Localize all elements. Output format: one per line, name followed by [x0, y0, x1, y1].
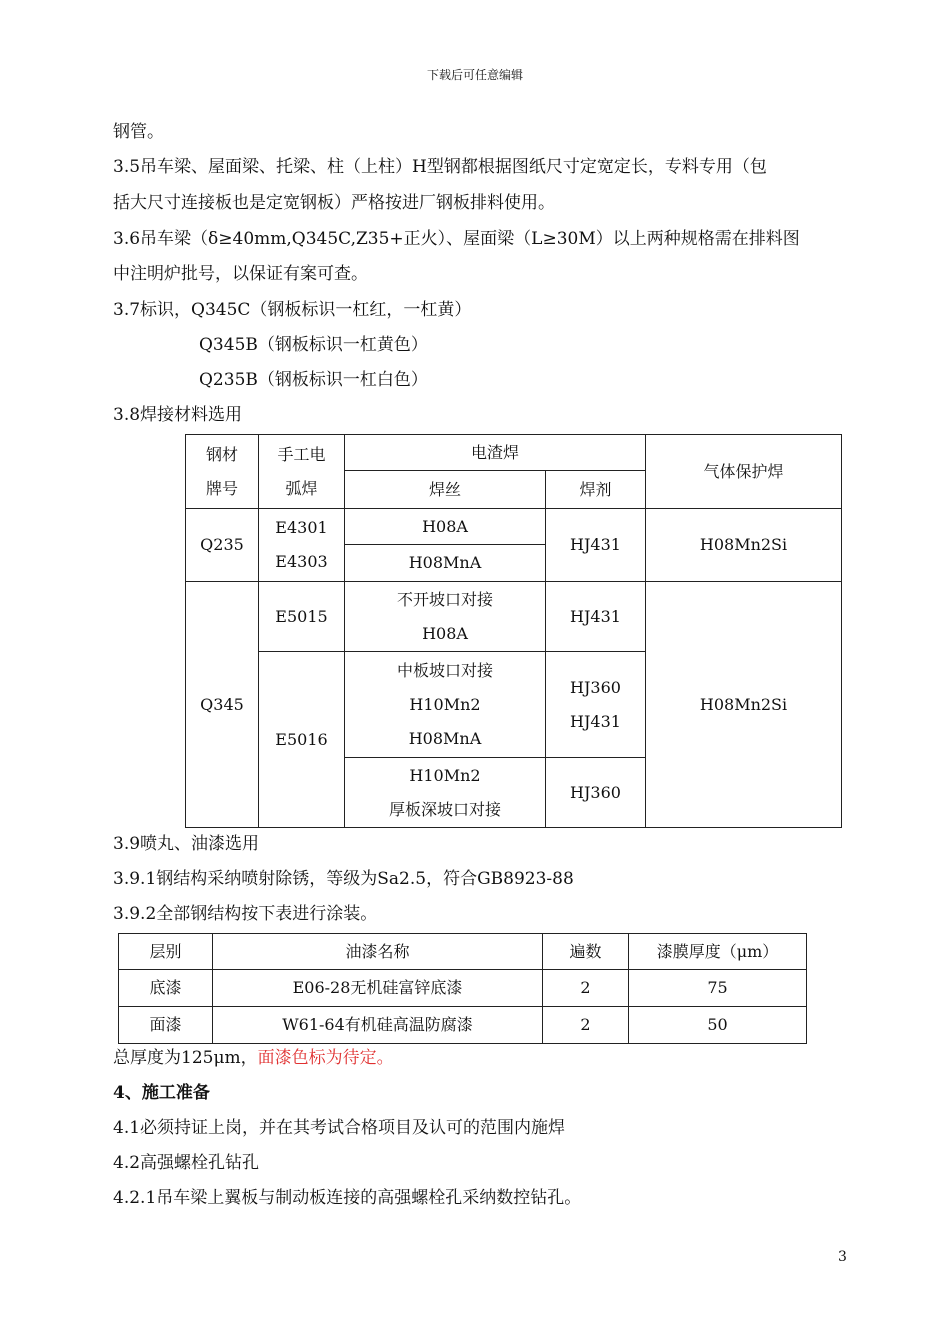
- highlight-text: 面漆色标为待定。: [257, 1048, 394, 1068]
- paragraph: 3.5吊车梁、屋面梁、托梁、柱（上柱）H型钢都根据图纸尺寸定宽定长，专料专用（包: [113, 157, 767, 177]
- paint-table: [118, 933, 807, 1044]
- paragraph: Q345B（钢板标识一杠黄色）: [199, 335, 428, 355]
- table-row: [119, 970, 807, 1007]
- q235-gas: H08Mn2Si: [646, 509, 842, 582]
- header-gas-shielded: 气体保护焊: [646, 435, 842, 509]
- paragraph: 中注明炉批号，以保证有案可查。: [113, 264, 368, 284]
- paint-cell: 底漆: [119, 970, 213, 1007]
- q345-wire-1: 不开坡口对接 H08A: [345, 582, 546, 652]
- paint-cell: 2: [543, 1007, 629, 1044]
- q235-flux: HJ431: [546, 509, 646, 582]
- q235-wire-2: H08MnA: [345, 545, 546, 582]
- paint-header-coats: 遍数: [543, 934, 629, 970]
- paint-header-name: 油漆名称: [213, 934, 543, 970]
- page-header: 下载后可任意编辑: [426, 68, 523, 82]
- paint-cell: 面漆: [119, 1007, 213, 1044]
- paragraph: 3.9喷丸、油漆选用: [113, 834, 260, 854]
- q235-wire-1: H08A: [345, 509, 546, 545]
- paragraph: Q235B（钢板标识一杠白色）: [199, 370, 428, 390]
- q345-flux-2: HJ360 HJ431: [546, 652, 646, 758]
- q345-flux-1: HJ431: [546, 582, 646, 652]
- paragraph: 4.2高强螺栓孔钻孔: [113, 1153, 260, 1173]
- q345-gas: H08Mn2Si: [646, 582, 842, 828]
- table-row: [119, 1007, 807, 1044]
- paint-cell: 2: [543, 970, 629, 1007]
- paragraph: 3.9.2全部钢结构按下表进行涂装。: [113, 904, 378, 924]
- welding-materials-table: [185, 434, 842, 828]
- paint-header-thickness: 漆膜厚度（μm）: [629, 934, 807, 970]
- paragraph: 4.2.1吊车梁上翼板与制动板连接的高强螺栓孔采纳数控钻孔。: [113, 1188, 582, 1208]
- q345-flux-3: HJ360: [546, 758, 646, 828]
- header-manual-arc: 手工电 弧焊: [259, 435, 345, 509]
- q345-manual-1: E5015: [259, 582, 345, 652]
- section-heading: 4、施工准备: [113, 1083, 210, 1103]
- paint-cell: 50: [629, 1007, 807, 1044]
- paragraph: 括大尺寸连接板也是定宽钢板）严格按进厂钢板排料使用。: [113, 193, 555, 213]
- q345-wire-2: 中板坡口对接 H10Mn2 H08MnA: [345, 652, 546, 758]
- paragraph: 钢管。: [113, 122, 164, 142]
- paragraph: 4.1必须持证上岗，并在其考试合格项目及认可的范围内施焊: [113, 1118, 566, 1138]
- paint-cell: W61-64有机硅高温防腐漆: [213, 1007, 543, 1044]
- q345-wire-3: H10Mn2 厚板深坡口对接: [345, 758, 546, 828]
- paragraph: 3.6吊车梁（δ≥40mm,Q345C,Z35+正火）、屋面梁（L≥30M）以上两种规格需在排料图: [113, 229, 800, 249]
- paint-cell: 75: [629, 970, 807, 1007]
- grade-q345: Q345: [186, 582, 259, 828]
- header-electroslag: 电渣焊: [345, 435, 646, 471]
- paragraph: 3.8焊接材料选用: [113, 405, 243, 425]
- q235-manual: E4301 E4303: [259, 509, 345, 582]
- q345-manual-2: E5016: [259, 652, 345, 828]
- header-flux: 焊剂: [546, 471, 646, 509]
- paint-header-layer: 层别: [119, 934, 213, 970]
- paint-cell: E06-28无机硅富锌底漆: [213, 970, 543, 1007]
- header-steel-grade: 钢材 牌号: [186, 435, 259, 509]
- grade-q235: Q235: [186, 509, 259, 582]
- paragraph: 3.9.1钢结构采纳喷射除锈，等级为Sa2.5，符合GB8923-88: [113, 869, 574, 889]
- paragraph-total-thickness: 总厚度为125μm，面漆色标为待定。: [113, 1048, 394, 1068]
- page-number: 3: [838, 1249, 847, 1265]
- header-wire: 焊丝: [345, 471, 546, 509]
- paragraph: 3.7标识，Q345C（钢板标识一杠红，一杠黄）: [113, 300, 472, 320]
